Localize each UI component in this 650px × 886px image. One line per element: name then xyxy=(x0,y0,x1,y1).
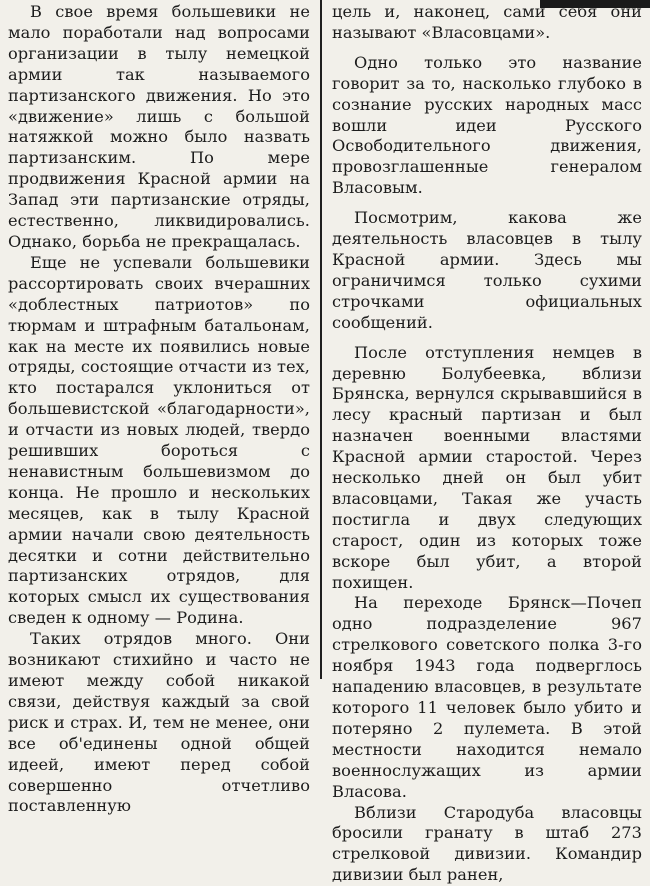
article-paragraph: цель и, наконец, сами себя они называют «Власовцами». xyxy=(332,2,642,42)
article-paragraph: Посмотрим, какова же деятельность власовцев в тылу Красной армии. Здесь мы ограничимся только сухими строчками официальных сообщений. xyxy=(332,208,642,332)
article-paragraph: Вблизи Стародуба власовцы бросили гранату в штаб 273 стрелковой дивизии. Командир дивизии был ранен, xyxy=(332,802,642,885)
article-paragraph: На переходе Брянск—Почеп одно подразделение 967 стрелкового советского полка 3-го ноября 1943 года подверглось нападению власовцев, в результате которого 11 человек было убито и потеряно 2 пулемета. В этой местности находится немало военнослужащих из армии Власова. xyxy=(332,593,642,801)
article-paragraph: Таких отрядов много. Они возникают стихийно и часто не имеют между собой никакой связи, действуя каждый за свой риск и страх. И, тем не менее, они все об'единены одной общей идеей, имеют перед собой совершенно отчетливо поставленную xyxy=(8,629,310,816)
article-column-left xyxy=(8,2,311,816)
article-paragraph: Еще не успевали большевики рассортировать своих вчерашних «доблестных патриотов» по тюрмам и штрафным батальонам, как на месте их появились новые отряды, состоящие отчасти из тех, кто постарался уклониться от большевистской «благодарности», и отчасти из новых людей, твердо решивших бороться с ненавистным большевизмом до конца. Не прошло и нескольких месяцев, как в тылу Красной армии начали свою деятельность десятки и сотни действительно партизанских отрядов, для которых смысл их существования сведен к одному — Родина. xyxy=(8,252,311,628)
article-paragraph: В свое время большевики не мало поработали над вопросами организации в тылу немецкой армии так называемого партизанского движения. Но это «движение» лишь с большой натяжкой можно было назвать партизанским. По мере продвижения Красной армии на Запад эти партизанские отряды, естественно, ликвидировались. Однако, борьба не прекращалась. xyxy=(8,2,310,251)
article-column-right xyxy=(332,2,642,885)
column-divider xyxy=(320,0,322,679)
article-paragraph: Одно только это название говорит за то, насколько глубоко в сознание русских народных масс вошли идеи Русского Освободительного движения, провозглашенные генералом Власовым. xyxy=(332,52,642,198)
article-paragraph: После отступления немцев в деревню Болубеевка, вблизи Брянска, вернулся скрывавшийся в лесу красный партизан и был назначен военными властями Красной армии старостой. Через несколько дней он был убит власовцами, Такая же участь постигла и двух следующих старост, один из которых тоже вскоре был убит, а второй похищен. xyxy=(332,342,642,592)
